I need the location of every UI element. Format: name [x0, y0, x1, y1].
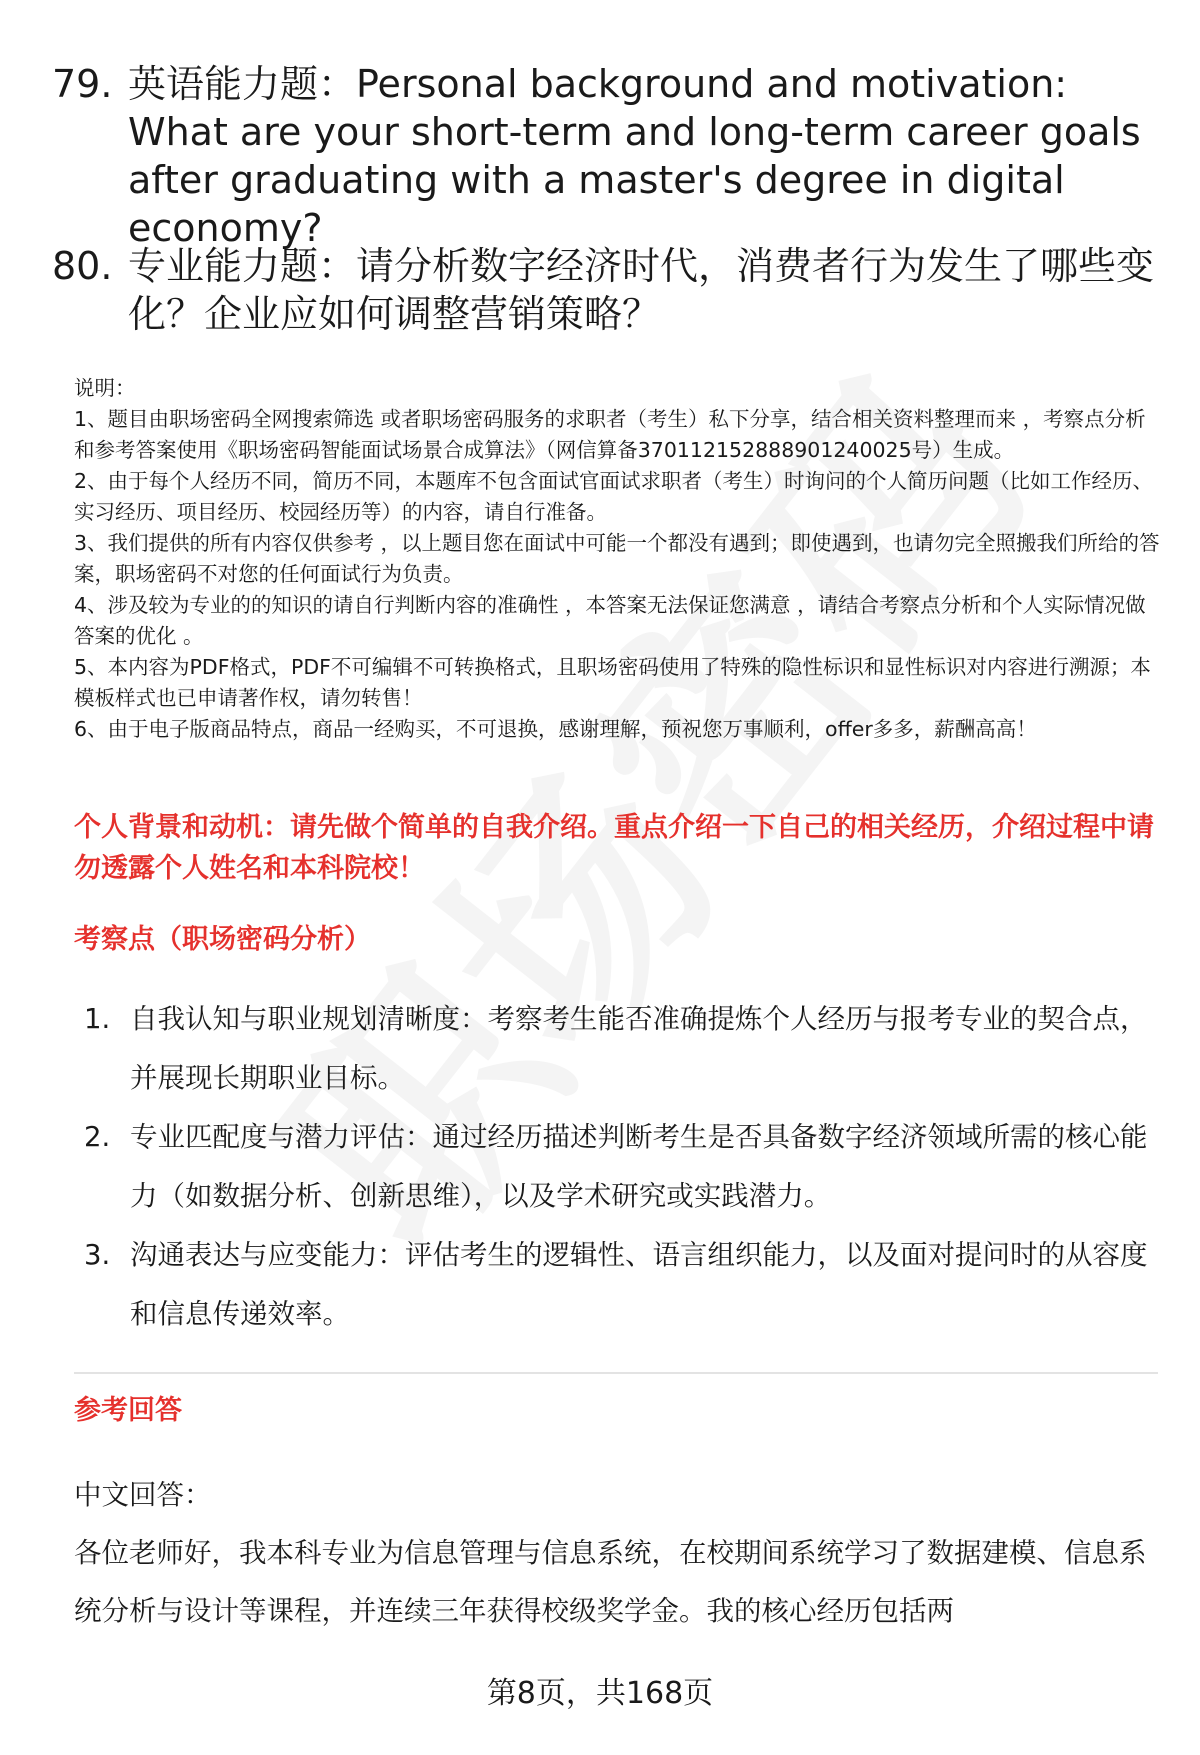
- notes-title: 说明：: [74, 376, 136, 400]
- answer-text: 各位老师好，我本科专业为信息管理与信息系统，在校期间系统学习了数据建模、信息系统分析与设计等课程，并连续三年获得校级奖学金。我的核心经历包括两: [74, 1537, 1147, 1627]
- list-item: [84, 1226, 1160, 1344]
- answer-label: 中文回答：: [74, 1479, 212, 1511]
- note-item: 3、我们提供的所有内容仅供参考 ，以上题目您在面试中可能一个都没有遇到；即使遇到，也请勿完全照搬我们所给的答案，职场密码不对您的任何面试行为负责。: [74, 531, 1160, 586]
- point-text: 专业匹配度与潜力评估：通过经历描述判断考生是否具备数字经济领域所需的核心能力（如数据分析、创新思维），以及学术研究或实践潜力。: [130, 1121, 1148, 1212]
- note-item: 6、由于电子版商品特点，商品一经购买，不可退换，感谢理解，预祝您万事顺利，offer多多，薪酬高高！: [74, 717, 1037, 741]
- intro-question: 个人背景和动机：请先做个简单的自我介绍。重点介绍一下自己的相关经历，介绍过程中请勿透露个人姓名和本科院校！: [74, 812, 1154, 884]
- answer-section: [74, 1466, 1160, 1640]
- note-item: 2、由于每个人经历不同，简历不同，本题库不包含面试官面试求职者（考生）时询问的个人简历问题（比如工作经历、实习经历、项目经历、校园经历等）的内容，请自行准备。: [74, 469, 1154, 524]
- notes-section: [74, 373, 1160, 745]
- note-item: 1、题目由职场密码全网搜索筛选 或者职场密码服务的求职者（考生）私下分享，结合相关资料整理而来 ，考察点分析和参考答案使用《职场密码智能面试场景合成算法》（网信算备370112152888901240025号）生成。: [74, 407, 1146, 462]
- note-item: 4、涉及较为专业的的知识的请自行判断内容的准确性 ，本答案无法保证您满意 ，请结合考察点分析和个人实际情况做答案的优化 。: [74, 593, 1146, 648]
- question-80: [52, 242, 1162, 338]
- question-number: 80.: [52, 244, 113, 288]
- list-item: [84, 990, 1160, 1108]
- kaocha-heading: 考察点（职场密码分析）: [74, 924, 371, 955]
- point-number: 3.: [84, 1239, 111, 1271]
- reference-heading: 参考回答: [74, 1395, 182, 1426]
- point-number: 2.: [84, 1121, 111, 1153]
- question-text: 专业能力题：请分析数字经济时代，消费者行为发生了哪些变化？企业应如何调整营销策略？: [128, 244, 1155, 336]
- point-text: 自我认知与职业规划清晰度：考察考生能否准确提炼个人经历与报考专业的契合点，并展现长期职业目标。: [130, 1003, 1148, 1094]
- note-item: 5、本内容为PDF格式，PDF不可编辑不可转换格式，且职场密码使用了特殊的隐性标识和显性标识对内容进行溯源；本模板样式也已申请著作权，请勿转售！: [74, 655, 1151, 710]
- question-number: 79.: [52, 62, 113, 106]
- list-item: [84, 1108, 1160, 1226]
- point-text: 沟通表达与应变能力：评估考生的逻辑性、语言组织能力，以及面对提问时的从容度和信息传递效率。: [130, 1239, 1148, 1330]
- point-number: 1.: [84, 1003, 111, 1035]
- question-text: 英语能力题：Personal background and motivation: What are your short-term and long-term career goals after graduating with a master's degree in digital economy?: [128, 62, 1141, 250]
- question-79: [52, 60, 1162, 252]
- page-number: 第8页，共168页: [486, 1676, 714, 1711]
- kaocha-points: [84, 990, 1160, 1344]
- divider: [74, 1372, 1158, 1374]
